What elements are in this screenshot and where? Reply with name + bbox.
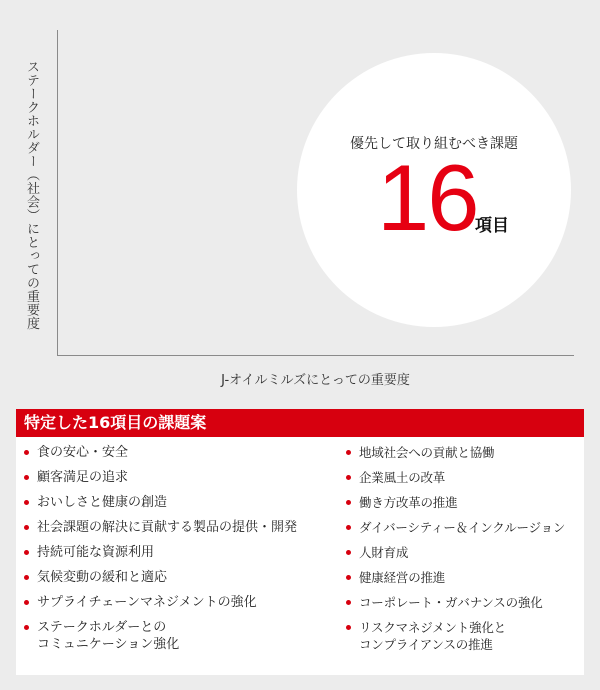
bullet-icon	[346, 550, 351, 555]
y-axis-label: ステークホルダー（社会）にとっての重要度	[24, 60, 39, 330]
issue-item	[16, 444, 334, 461]
issue-item	[338, 619, 584, 653]
issue-item-text: 持続可能な資源利用	[37, 545, 155, 560]
issue-item-text: サプライチェーンマネジメントの強化	[37, 595, 257, 610]
issue-item	[338, 444, 584, 461]
bullet-icon	[24, 600, 29, 605]
issue-item	[338, 469, 584, 486]
issue-item	[338, 494, 584, 511]
issue-item	[16, 619, 334, 653]
issue-item-text: 人財育成	[359, 545, 409, 560]
issue-item-text: 気候変動の緩和と適応	[37, 570, 168, 585]
priority-circle	[297, 53, 571, 327]
issue-item-text: リスクマネジメント強化と コンプライアンスの推進	[359, 620, 506, 652]
issue-list-left-column	[16, 444, 334, 661]
bullet-icon	[24, 575, 29, 580]
bullet-icon	[346, 600, 351, 605]
issue-item-text: 社会課題の解決に貢献する製品の提供・開発	[37, 520, 298, 535]
y-axis-line	[57, 30, 58, 356]
issue-item-text: ダイバーシティー＆インクルージョン	[359, 520, 566, 535]
bullet-icon	[346, 625, 351, 630]
issue-list-right-column	[338, 444, 584, 661]
issue-item	[338, 569, 584, 586]
issue-item	[16, 594, 334, 611]
issue-item-text: 顧客満足の追求	[37, 470, 129, 485]
issue-item	[16, 494, 334, 511]
issue-item	[16, 469, 334, 486]
issue-item-text: 食の安心・安全	[37, 445, 129, 460]
bullet-icon	[24, 450, 29, 455]
issue-item-text: 企業風土の改革	[359, 470, 446, 485]
bullet-icon	[24, 525, 29, 530]
bullet-icon	[24, 500, 29, 505]
bullet-icon	[346, 500, 351, 505]
issue-item	[338, 544, 584, 561]
x-axis-line	[57, 355, 574, 356]
issue-item-text: 地域社会への貢献と協働	[359, 445, 495, 460]
priority-count: 16	[377, 145, 478, 250]
issue-item-text: ステークホルダーとの コミュニケーション強化	[37, 620, 180, 652]
issue-item-text: おいしさと健康の創造	[37, 495, 168, 510]
issue-item	[16, 569, 334, 586]
issue-list-title: 特定した16項目の課題案	[16, 409, 584, 437]
priority-caption: 優先して取り組むべき課題	[350, 136, 518, 152]
issue-item	[16, 544, 334, 561]
issue-item-text: 働き方改革の推進	[359, 495, 458, 510]
bullet-icon	[24, 475, 29, 480]
priority-unit: 項目	[475, 216, 509, 236]
bullet-icon	[24, 625, 29, 630]
issue-item-text: コーポレート・ガバナンスの強化	[359, 595, 543, 610]
bullet-icon	[346, 525, 351, 530]
bullet-icon	[346, 575, 351, 580]
issue-item	[16, 519, 334, 536]
issue-item-text: 健康経営の推進	[359, 570, 446, 585]
issue-item	[338, 519, 584, 536]
bullet-icon	[346, 450, 351, 455]
bullet-icon	[24, 550, 29, 555]
x-axis-label: J-オイルミルズにとっての重要度	[221, 373, 410, 388]
issue-item	[338, 594, 584, 611]
bullet-icon	[346, 475, 351, 480]
issue-list-panel	[16, 409, 584, 675]
